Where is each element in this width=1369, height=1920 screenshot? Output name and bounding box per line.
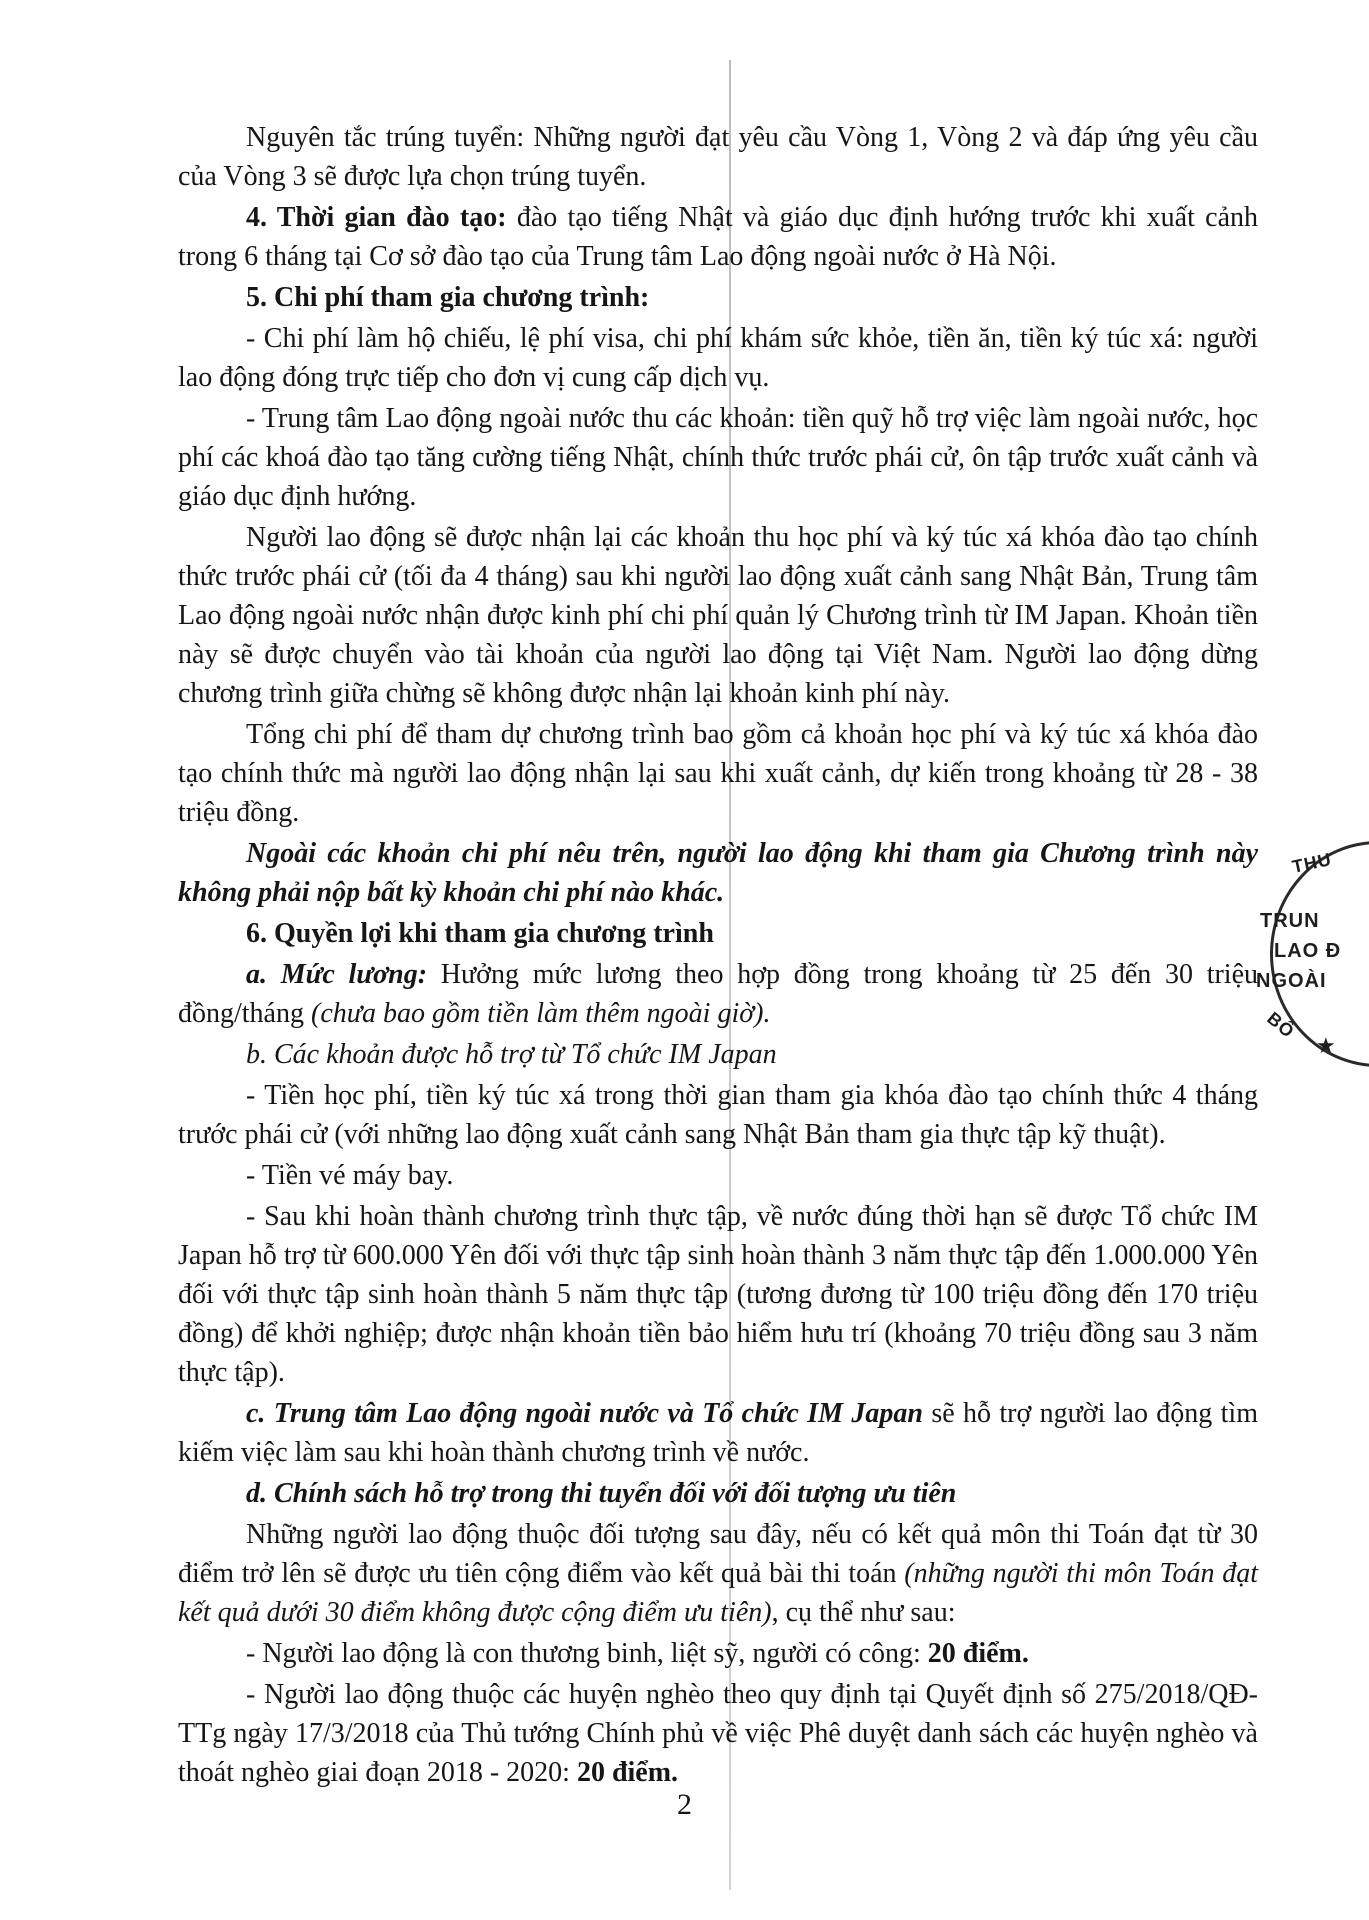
paragraph-center-fees: - Trung tâm Lao động ngoài nước thu các khoản: tiền quỹ hỗ trợ việc làm ngoài nước, học phí các khoá đào tạo tăng cường tiếng Nhật, chính thức trước phái cử, ôn tập trước xuất cảnh và giáo dục định hướng. (178, 403, 1258, 512)
official-stamp (1250, 835, 1369, 1075)
job-search-text: sẽ hỗ trợ người lao động tìm kiếm việc làm sau khi hoàn thành chương trình về nước. (178, 1398, 1258, 1468)
salary-note: (chưa bao gồm tiền làm thêm ngoài giờ). (311, 998, 771, 1029)
paragraph-airfare: - Tiền vé máy bay. (246, 1160, 454, 1191)
heading-supported-items: b. Các khoản được hỗ trợ từ Tổ chức IM Japan (246, 1039, 777, 1070)
job-search-heading: c. Trung tâm Lao động ngoài nước và Tổ chức IM Japan (246, 1398, 923, 1429)
paragraph-priority-poor-districts (178, 1675, 1258, 1792)
paragraph-salary (178, 955, 1258, 1033)
stamp-text-bottom: BÔ (1263, 1008, 1299, 1043)
priority-veterans-text: - Người lao động là con thương binh, liệt sỹ, người có công: (246, 1638, 921, 1669)
stamp-text-top: THU (1290, 849, 1334, 877)
priority-poor-districts-text: - Người lao động thuộc các huyện nghèo theo quy định tại Quyết định số 275/2018/QĐ-TTg ngày 17/3/2018 của Thủ tướng Chính phủ về việc Phê duyệt danh sách các huyện nghèo và thoát nghèo giai đoạn 2018 - 2020: (178, 1679, 1258, 1788)
paragraph-tuition-support: - Tiền học phí, tiền ký túc xá trong thời gian tham gia khóa đào tạo chính thức 4 tháng trước phái cử (với những lao động xuất cảnh sang Nhật Bản tham gia thực tập kỹ thuật). (178, 1080, 1258, 1150)
paragraph-completion-support: - Sau khi hoàn thành chương trình thực tập, về nước đúng thời hạn sẽ được Tổ chức IM Japan hỗ trợ từ 600.000 Yên đối với thực tập sinh hoàn thành 3 năm thực tập đến 1.000.000 Yên đối với thực tập sinh hoàn thành 5 năm thực tập (tương đương từ 100 triệu đồng đến 170 triệu đồng) để khởi nghiệp; được nhận khoản tiền bảo hiểm hưu trí (khoảng 70 triệu đồng sau 3 năm thực tập). (178, 1201, 1258, 1388)
paragraph-selection-principle: Nguyên tắc trúng tuyển: Những người đạt yêu cầu Vòng 1, Vòng 2 và đáp ứng yêu cầu của Vòng 3 sẽ được lựa chọn trúng tuyển. (178, 122, 1258, 192)
heading-benefits: 6. Quyền lợi khi tham gia chương trình (246, 918, 714, 949)
priority-veterans-points: 20 điểm. (927, 1638, 1029, 1669)
stamp-text-line-1: TRUN (1260, 910, 1320, 932)
paragraph-priority-veterans (178, 1634, 1258, 1673)
paragraph-refund: Người lao động sẽ được nhận lại các khoản thu học phí và ký túc xá khóa đào tạo chính thức trước phái cử (tối đa 4 tháng) sau khi người lao động xuất cảnh sang Nhật Bản, Trung tâm Lao động ngoài nước nhận được kinh phí chi phí quản lý Chương trình từ IM Japan. Khoản tiền này sẽ được chuyển vào tài khoản của người lao động tại Việt Nam. Người lao động dừng chương trình giữa chừng sẽ không được nhận lại khoản kinh phí này. (178, 522, 1258, 709)
training-time-text: đào tạo tiếng Nhật và giáo dục định hướng trước khi xuất cảnh trong 6 tháng tại Cơ sở đào tạo của Trung tâm Lao động ngoài nước ở Hà Nội. (178, 202, 1258, 272)
salary-text: Hưởng mức lương theo hợp đồng trong khoảng từ 25 đến 30 triệu đồng/tháng (178, 959, 1259, 1029)
stamp-text-line-3: NGOÀI (1256, 970, 1327, 992)
heading-priority-policy: d. Chính sách hỗ trợ trong thi tuyển đối với đối tượng ưu tiên (246, 1478, 957, 1509)
priority-intro-text: Những người lao động thuộc đối tượng sau đây, nếu có kết quả môn thi Toán đạt từ 30 điểm trở lên sẽ được ưu tiên cộng điểm vào kết quả bài thi toán (178, 1519, 1258, 1589)
priority-poor-districts-points: 20 điểm. (576, 1757, 679, 1788)
page-number: 2 (677, 1788, 692, 1821)
paragraph-job-search-support (178, 1394, 1258, 1472)
stamp-star-icon: ★ (1316, 1033, 1337, 1058)
paragraph-total-cost: Tổng chi phí để tham dự chương trình bao gồm cả khoản học phí và ký túc xá khóa đào tạo chính thức mà người lao động nhận lại sau khi xuất cảnh, dự kiến trong khoảng từ 28 - 38 triệu đồng. (178, 719, 1258, 828)
paragraph-priority-intro (178, 1515, 1258, 1632)
heading-training-time: 4. Thời gian đào tạo: (246, 202, 507, 233)
paragraph-no-other-fees: Ngoài các khoản chi phí nêu trên, người lao động khi tham gia Chương trình này không phải nộp bất kỳ khoản chi phí nào khác. (178, 838, 1258, 908)
paragraph-training-time (178, 198, 1258, 276)
paragraph-direct-costs: - Chi phí làm hộ chiếu, lệ phí visa, chi phí khám sức khỏe, tiền ăn, tiền ký túc xá: người lao động đóng trực tiếp cho đơn vị cung cấp dịch vụ. (178, 323, 1258, 393)
heading-salary: a. Mức lương: (246, 959, 428, 990)
heading-costs: 5. Chi phí tham gia chương trình: (246, 282, 650, 313)
priority-intro-tail: , cụ thể như sau: (771, 1597, 956, 1628)
priority-intro-note: (những người thi môn Toán đạt kết quả dưới 30 điểm không được cộng điểm ưu tiên) (178, 1558, 1259, 1628)
stamp-text-line-2: LAO Đ (1274, 940, 1342, 962)
document-body (178, 118, 1258, 1794)
